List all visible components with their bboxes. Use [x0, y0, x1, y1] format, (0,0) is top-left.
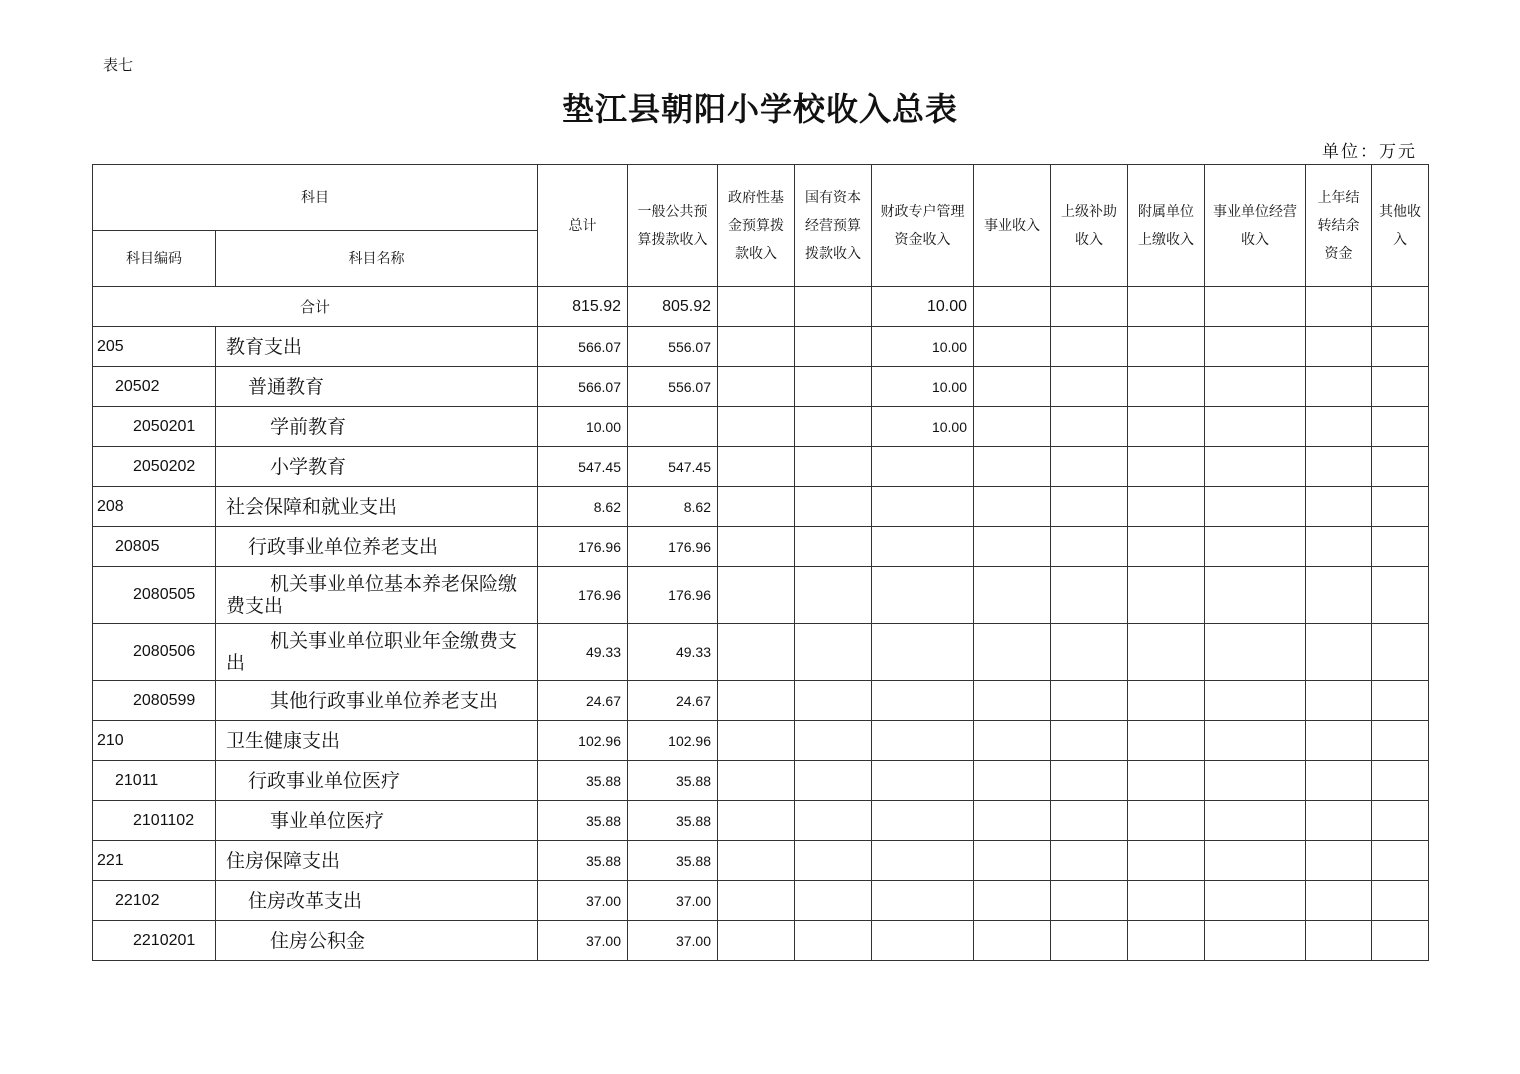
row-general-budget: 35.88: [628, 841, 718, 881]
empty-cell: [795, 327, 872, 367]
row-total: 176.96: [538, 527, 628, 567]
row-fiscal-special: 10.00: [872, 367, 974, 407]
row-total: 37.00: [538, 921, 628, 961]
empty-cell: [1128, 367, 1205, 407]
empty-cell: [795, 567, 872, 624]
empty-cell: [1306, 761, 1372, 801]
empty-cell: [974, 527, 1051, 567]
empty-cell: [974, 681, 1051, 721]
empty-cell: [1051, 721, 1128, 761]
empty-cell: [1128, 761, 1205, 801]
row-total: 176.96: [538, 567, 628, 624]
empty-cell: [718, 567, 795, 624]
empty-cell: [1051, 801, 1128, 841]
row-fiscal-special: [872, 801, 974, 841]
header-fiscal-special: 财政专户管理资金收入: [872, 165, 974, 287]
empty-cell: [795, 447, 872, 487]
row-code: 2050202: [93, 447, 216, 487]
row-code: 2080505: [93, 567, 216, 624]
empty-cell: [718, 327, 795, 367]
empty-cell: [1372, 407, 1429, 447]
row-fiscal-special: [872, 447, 974, 487]
empty-cell: [1205, 407, 1306, 447]
row-code: 2050201: [93, 407, 216, 447]
row-code: 21011: [93, 761, 216, 801]
row-code: 221: [93, 841, 216, 881]
row-fiscal-special: [872, 681, 974, 721]
empty-cell: [1205, 921, 1306, 961]
empty-cell: [1128, 447, 1205, 487]
row-name: 小学教育: [216, 447, 538, 487]
empty-cell: [1128, 921, 1205, 961]
empty-cell: [1051, 367, 1128, 407]
empty-cell: [1128, 567, 1205, 624]
row-general-budget: 102.96: [628, 721, 718, 761]
row-total: 566.07: [538, 327, 628, 367]
empty-cell: [1128, 681, 1205, 721]
empty-cell: [1205, 881, 1306, 921]
unit-label: 单位：万元: [1322, 142, 1417, 162]
empty-cell: [1128, 881, 1205, 921]
empty-cell: [1128, 801, 1205, 841]
empty-cell: [974, 624, 1051, 681]
row-general-budget: 176.96: [628, 527, 718, 567]
empty-cell: [1051, 881, 1128, 921]
row-name: 住房保障支出: [216, 841, 538, 881]
header-other: 其他收入: [1372, 165, 1429, 287]
table-row: [93, 327, 1429, 367]
row-name: 社会保障和就业支出: [216, 487, 538, 527]
row-total: 547.45: [538, 447, 628, 487]
total-row: [93, 287, 1429, 327]
header-state-capital: 国有资本经营预算拨款收入: [795, 165, 872, 287]
empty-cell: [1205, 761, 1306, 801]
row-code: 208: [93, 487, 216, 527]
row-code: 2080506: [93, 624, 216, 681]
empty-cell: [1205, 841, 1306, 881]
empty-cell: [1205, 567, 1306, 624]
empty-cell: [1372, 487, 1429, 527]
empty-cell: [1306, 487, 1372, 527]
row-code: 205: [93, 327, 216, 367]
empty-cell: [718, 407, 795, 447]
empty-cell: [1128, 407, 1205, 447]
table-row: [93, 567, 1429, 624]
row-name: 机关事业单位基本养老保险缴费支出: [216, 567, 538, 624]
header-superior-subsidy: 上级补助收入: [1051, 165, 1128, 287]
empty-cell: [1205, 487, 1306, 527]
row-fiscal-special: [872, 487, 974, 527]
row-fiscal-special: [872, 761, 974, 801]
page-title: 垫江县朝阳小学校收入总表: [561, 90, 958, 128]
empty-cell: [1128, 841, 1205, 881]
header-gov-fund: 政府性基金预算拨款收入: [718, 165, 795, 287]
row-name: 机关事业单位职业年金缴费支出: [216, 624, 538, 681]
table-row: [93, 527, 1429, 567]
row-name: 卫生健康支出: [216, 721, 538, 761]
row-general-budget: 24.67: [628, 681, 718, 721]
row-fiscal-special: [872, 527, 974, 567]
empty-cell: [795, 681, 872, 721]
empty-cell: [1372, 681, 1429, 721]
empty-cell: [718, 367, 795, 407]
empty-cell: [1128, 327, 1205, 367]
empty-cell: [974, 327, 1051, 367]
empty-cell: [1205, 527, 1306, 567]
row-fiscal-special: [872, 841, 974, 881]
empty-cell: [1372, 327, 1429, 367]
total-general: 805.92: [628, 287, 718, 327]
table-row: [93, 761, 1429, 801]
header-subject: 科目: [93, 165, 538, 231]
total-fiscal: 10.00: [872, 287, 974, 327]
header-operation: 事业单位经营收入: [1205, 165, 1306, 287]
empty-cell: [1051, 624, 1128, 681]
row-fiscal-special: [872, 567, 974, 624]
empty-cell: [1306, 841, 1372, 881]
empty-cell: [974, 367, 1051, 407]
row-fiscal-special: 10.00: [872, 327, 974, 367]
row-fiscal-special: [872, 721, 974, 761]
empty-cell: [974, 881, 1051, 921]
empty-cell: [795, 487, 872, 527]
empty-cell: [974, 407, 1051, 447]
empty-cell: [1051, 487, 1128, 527]
empty-cell: [795, 841, 872, 881]
empty-cell: [1051, 841, 1128, 881]
table-row: [93, 447, 1429, 487]
row-general-budget: 35.88: [628, 801, 718, 841]
empty-cell: [974, 721, 1051, 761]
table-row: [93, 407, 1429, 447]
empty-cell: [1372, 721, 1429, 761]
row-general-budget: 556.07: [628, 367, 718, 407]
row-general-budget: 37.00: [628, 881, 718, 921]
header-affiliated: 附属单位上缴收入: [1128, 165, 1205, 287]
empty-cell: [974, 487, 1051, 527]
row-total: 566.07: [538, 367, 628, 407]
empty-cell: [974, 761, 1051, 801]
empty-cell: [1306, 567, 1372, 624]
empty-cell: [718, 921, 795, 961]
row-name: 住房公积金: [216, 921, 538, 961]
row-total: 102.96: [538, 721, 628, 761]
table-row: [93, 624, 1429, 681]
empty-cell: [1051, 761, 1128, 801]
empty-cell: [1306, 367, 1372, 407]
empty-cell: [1051, 681, 1128, 721]
empty-cell: [1372, 801, 1429, 841]
row-code: 2080599: [93, 681, 216, 721]
empty-cell: [1051, 921, 1128, 961]
row-name: 普通教育: [216, 367, 538, 407]
row-code: 22102: [93, 881, 216, 921]
empty-cell: [1372, 841, 1429, 881]
income-table: [92, 164, 1429, 961]
row-general-budget: 176.96: [628, 567, 718, 624]
table-row: [93, 487, 1429, 527]
empty-cell: [1372, 447, 1429, 487]
empty-cell: [718, 447, 795, 487]
empty-cell: [1205, 801, 1306, 841]
row-code: 20502: [93, 367, 216, 407]
row-code: 20805: [93, 527, 216, 567]
table-row: [93, 367, 1429, 407]
empty-cell: [795, 407, 872, 447]
row-name: 住房改革支出: [216, 881, 538, 921]
empty-cell: [1372, 527, 1429, 567]
row-general-budget: 547.45: [628, 447, 718, 487]
empty-cell: [1372, 921, 1429, 961]
empty-cell: [1306, 624, 1372, 681]
row-fiscal-special: [872, 921, 974, 961]
row-code: 2101102: [93, 801, 216, 841]
table-row: [93, 681, 1429, 721]
table-row: [93, 921, 1429, 961]
empty-cell: [1205, 624, 1306, 681]
row-name: 行政事业单位养老支出: [216, 527, 538, 567]
row-fiscal-special: [872, 624, 974, 681]
row-name: 事业单位医疗: [216, 801, 538, 841]
empty-cell: [1051, 447, 1128, 487]
empty-cell: [718, 721, 795, 761]
empty-cell: [718, 624, 795, 681]
empty-cell: [718, 681, 795, 721]
empty-cell: [1306, 407, 1372, 447]
empty-cell: [1205, 447, 1306, 487]
row-total: 35.88: [538, 761, 628, 801]
row-general-budget: 35.88: [628, 761, 718, 801]
empty-cell: [1205, 721, 1306, 761]
header-general-budget: 一般公共预算拨款收入: [628, 165, 718, 287]
row-general-budget: [628, 407, 718, 447]
empty-cell: [1306, 447, 1372, 487]
row-total: 10.00: [538, 407, 628, 447]
empty-cell: [1128, 527, 1205, 567]
row-fiscal-special: 10.00: [872, 407, 974, 447]
empty-cell: [1051, 407, 1128, 447]
header-carryover: 上年结转结余资金: [1306, 165, 1372, 287]
empty-cell: [1372, 881, 1429, 921]
empty-cell: [795, 761, 872, 801]
empty-cell: [795, 801, 872, 841]
header-business: 事业收入: [974, 165, 1051, 287]
empty-cell: [795, 881, 872, 921]
empty-cell: [1372, 761, 1429, 801]
empty-cell: [974, 801, 1051, 841]
empty-cell: [1306, 327, 1372, 367]
empty-cell: [1128, 624, 1205, 681]
header-code: 科目编码: [93, 231, 216, 287]
table-number-tag: 表七: [103, 56, 134, 74]
empty-cell: [974, 567, 1051, 624]
table-row: [93, 841, 1429, 881]
empty-cell: [718, 761, 795, 801]
total-label: 合计: [93, 287, 538, 327]
empty-cell: [1128, 721, 1205, 761]
row-name: 学前教育: [216, 407, 538, 447]
empty-cell: [718, 487, 795, 527]
empty-cell: [1205, 367, 1306, 407]
empty-cell: [1051, 567, 1128, 624]
empty-cell: [795, 721, 872, 761]
row-name: 教育支出: [216, 327, 538, 367]
empty-cell: [974, 841, 1051, 881]
row-total: 8.62: [538, 487, 628, 527]
row-general-budget: 49.33: [628, 624, 718, 681]
empty-cell: [1205, 681, 1306, 721]
empty-cell: [718, 527, 795, 567]
empty-cell: [1372, 624, 1429, 681]
empty-cell: [1128, 487, 1205, 527]
empty-cell: [1051, 327, 1128, 367]
row-general-budget: 8.62: [628, 487, 718, 527]
empty-cell: [1205, 327, 1306, 367]
table-row: [93, 721, 1429, 761]
empty-cell: [1306, 721, 1372, 761]
empty-cell: [1306, 801, 1372, 841]
row-name: 其他行政事业单位养老支出: [216, 681, 538, 721]
empty-cell: [795, 367, 872, 407]
row-general-budget: 37.00: [628, 921, 718, 961]
row-code: 210: [93, 721, 216, 761]
row-total: 37.00: [538, 881, 628, 921]
empty-cell: [1306, 681, 1372, 721]
row-general-budget: 556.07: [628, 327, 718, 367]
empty-cell: [718, 841, 795, 881]
table-row: [93, 881, 1429, 921]
empty-cell: [718, 881, 795, 921]
empty-cell: [1306, 921, 1372, 961]
empty-cell: [1051, 527, 1128, 567]
empty-cell: [718, 801, 795, 841]
row-total: 35.88: [538, 841, 628, 881]
empty-cell: [795, 527, 872, 567]
empty-cell: [1306, 527, 1372, 567]
row-code: 2210201: [93, 921, 216, 961]
row-total: 49.33: [538, 624, 628, 681]
total-total: 815.92: [538, 287, 628, 327]
empty-cell: [1372, 567, 1429, 624]
row-total: 35.88: [538, 801, 628, 841]
table-row: [93, 801, 1429, 841]
row-name: 行政事业单位医疗: [216, 761, 538, 801]
empty-cell: [1306, 881, 1372, 921]
empty-cell: [795, 921, 872, 961]
header-total: 总计: [538, 165, 628, 287]
row-fiscal-special: [872, 881, 974, 921]
empty-cell: [1372, 367, 1429, 407]
empty-cell: [795, 624, 872, 681]
empty-cell: [974, 921, 1051, 961]
row-total: 24.67: [538, 681, 628, 721]
empty-cell: [974, 447, 1051, 487]
header-name: 科目名称: [216, 231, 538, 287]
